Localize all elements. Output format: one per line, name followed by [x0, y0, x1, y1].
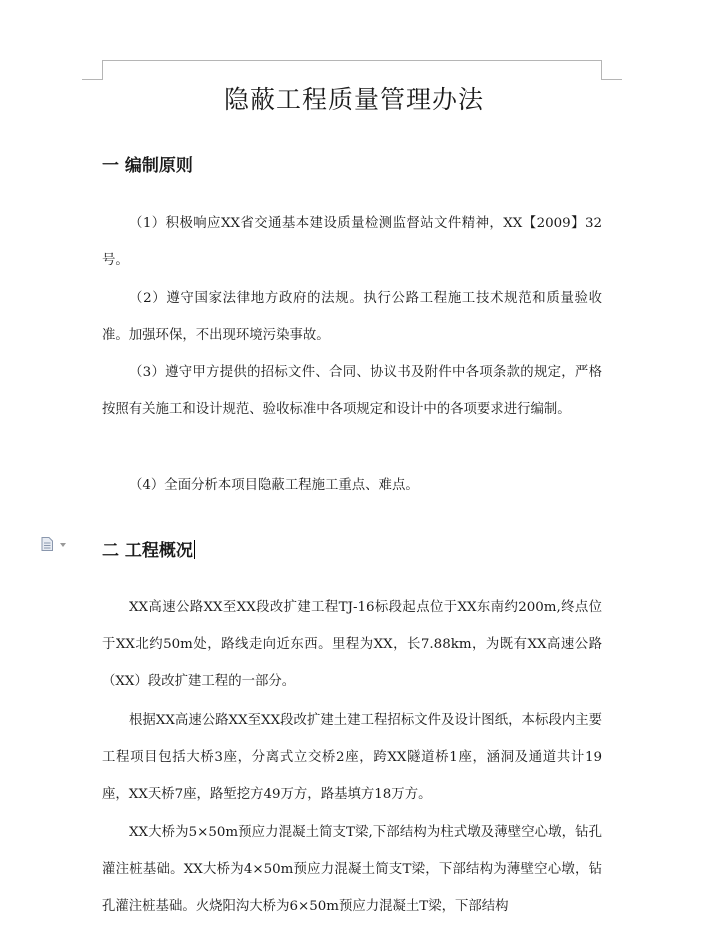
document-icon[interactable]: [41, 537, 53, 551]
section-heading-1: 一 编制原则: [102, 156, 193, 176]
paragraph-2-1: XX高速公路XX至XX段改扩建工程TJ-16标段起点位于XX东南约200m,终点位于XX北约50m处，路线走向近东西。里程为XX，长7.88km，为既有XX高速公路（XX）段改扩建工程的一部分。: [102, 600, 602, 689]
chevron-down-icon[interactable]: [60, 543, 66, 547]
paragraph-2-3: XX大桥为5×50m预应力混凝土简支T梁,下部结构为柱式墩及薄壁空心墩，钻孔灌注桩基础。XX大桥为4×50m预应力混凝土简支T梁，下部结构为薄壁空心墩，钻孔灌注桩基础。火烧阳沟大桥为6×50m预应力混凝土T梁，下部结构: [102, 825, 602, 914]
paragraph-1-1: （1）积极响应XX省交通基本建设质量检测监督站文件精神，XX【2009】32号。: [102, 216, 602, 268]
section-heading-2: [102, 536, 195, 561]
crop-mark-top-left-v: [102, 60, 103, 80]
crop-mark-top-edge: [102, 60, 602, 61]
paragraph-2-2: 根据XX高速公路XX至XX段改扩建土建工程招标文件及设计图纸，本标段内主要工程项目包括大桥3座，分离式立交桥2座，跨XX隧道桥1座，涵洞及通道共计19座，XX天桥7座，路堑挖方49万方，路基填方18万方。: [102, 713, 602, 802]
section-heading-2-text: 二 工程概况: [102, 541, 193, 561]
crop-mark-top-right-v: [601, 60, 602, 80]
paragraph-1-2: （2）遵守国家法律地方政府的法规。执行公路工程施工技术规范和质量验收准。加强环保，不出现环境污染事故。: [102, 291, 602, 343]
paragraph-1-3: （3）遵守甲方提供的招标文件、合同、协议书及附件中各项条款的规定，严格按照有关施工和设计规范、验收标准中各项规定和设计中的各项要求进行编制。: [102, 365, 602, 417]
document-title: 隐蔽工程质量管理办法: [223, 85, 484, 114]
paragraph-1-4: （4）全面分析本项目隐蔽工程施工重点、难点。: [129, 478, 419, 493]
text-cursor: [194, 540, 195, 559]
